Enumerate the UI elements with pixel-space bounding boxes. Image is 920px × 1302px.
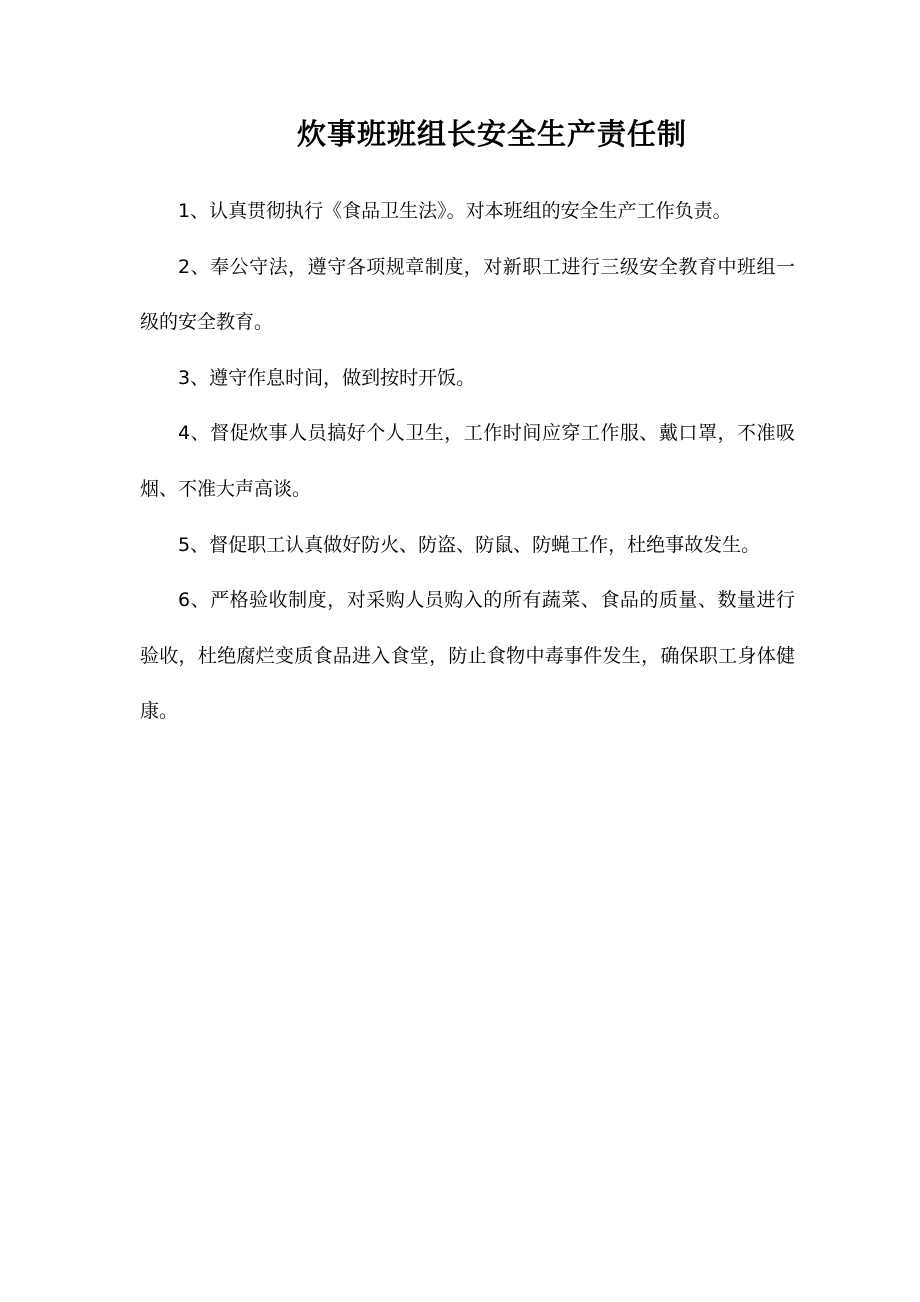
paragraph-6: 6、严格验收制度，对采购人员购入的所有蔬菜、食品的质量、数量进行验收，杜绝腐烂变质食品进入食堂，防止食物中毒事件发生，确保职工身体健康。 — [140, 589, 795, 723]
paragraph-3: 3、遵守作息时间，做到按时开饭。 — [178, 366, 476, 389]
paragraph-2: 2、奉公守法，遵守各项规章制度，对新职工进行三级安全教育中班组一级的安全教育。 — [140, 255, 795, 334]
paragraph-5: 5、督促职工认真做好防火、防盗、防鼠、防蝇工作，杜绝事故发生。 — [178, 533, 761, 556]
document-title: 炊事班班组长安全生产责任制 — [296, 117, 687, 151]
paragraph-4: 4、督促炊事人员搞好个人卫生，工作时间应穿工作服、戴口罩，不准吸烟、不准大声高谈。 — [140, 422, 795, 500]
paragraph-1: 1、认真贯彻执行《食品卫生法》。对本班组的安全生产工作负责。 — [178, 200, 732, 222]
document-body — [140, 184, 795, 740]
